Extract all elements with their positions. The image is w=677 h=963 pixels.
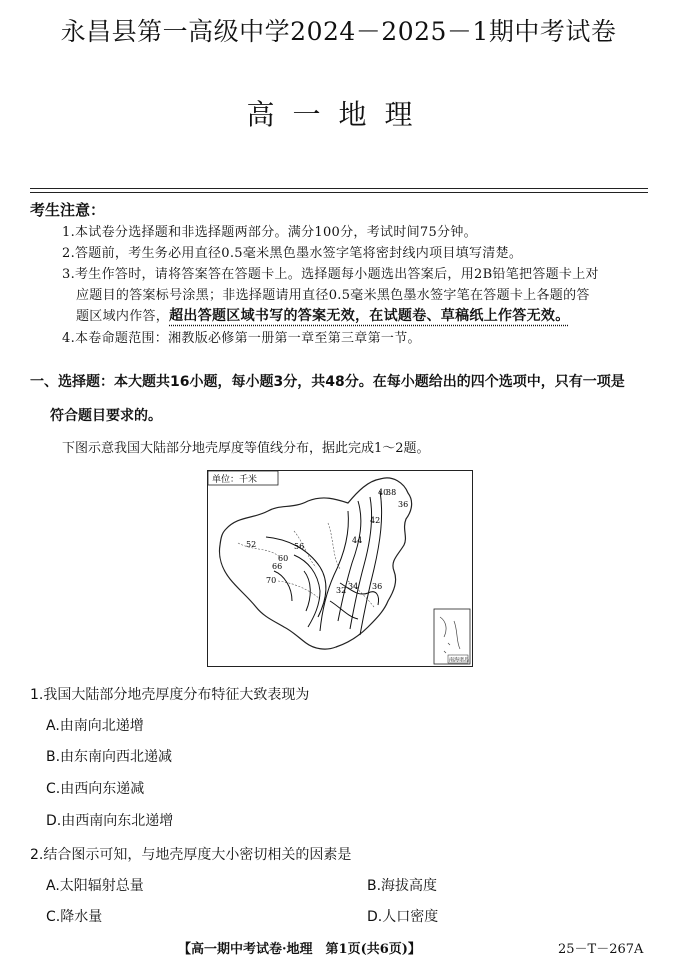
contour-label-56: 56 bbox=[294, 542, 305, 551]
page-footer: 【高一期中考试卷·地理 第1页(共6页)】 bbox=[178, 942, 421, 957]
contour-label-66: 66 bbox=[272, 562, 283, 571]
question-2-option-c: C.降水量 bbox=[46, 909, 103, 925]
notice-item-3-cont: 应题目的答案标号涂黑；非选择题请用直径0.5毫米黑色墨水签字笔在答题卡上各题的答 bbox=[76, 288, 590, 303]
question-1-option-c: C.由西向东递减 bbox=[46, 781, 145, 797]
map-unit-label: 单位：千米 bbox=[212, 475, 258, 485]
question-1-option-b: B.由东南向西北递减 bbox=[46, 749, 173, 765]
contour-label-60: 60 bbox=[278, 554, 289, 563]
notice-item-3-tail: 题区域内作答， bbox=[76, 309, 170, 324]
contour-label-70: 70 bbox=[266, 576, 277, 585]
notice-heading: 考生注意： bbox=[30, 201, 106, 219]
exam-title: 永昌县第一高级中学2024－2025－1期中考试卷 bbox=[60, 17, 617, 46]
question-1-stem: 1.我国大陆部分地壳厚度分布特征大致表现为 bbox=[30, 687, 310, 703]
notice-emphasis: 超出答题区域书写的答案无效，在试题卷、草稿纸上作答无效。 bbox=[169, 308, 570, 324]
contour-label-44: 44 bbox=[352, 536, 363, 545]
question-intro: 下图示意我国大陆部分地壳厚度等值线分布，据此完成1～2题。 bbox=[62, 441, 430, 456]
subject-title: 高一地理 bbox=[246, 98, 431, 131]
section-heading-cont: 符合题目要求的。 bbox=[50, 408, 162, 424]
notice-item-1: 1.本试卷分选择题和非选择题两部分。满分100分，考试时间75分钟。 bbox=[62, 225, 477, 240]
paper-code: 25－T－267A bbox=[558, 942, 644, 957]
notice-item-4: 4.本卷命题范围：湘教版必修第一册第一章至第三章第一节。 bbox=[62, 331, 421, 346]
divider-top bbox=[30, 188, 648, 189]
contour-label-36b: 36 bbox=[372, 582, 383, 591]
crust-thickness-map bbox=[207, 470, 473, 667]
question-2-stem: 2.结合图示可知，与地壳厚度大小密切相关的因素是 bbox=[30, 847, 352, 863]
question-2-option-a: A.太阳辐射总量 bbox=[46, 878, 144, 894]
question-1-option-d: D.由西南向东北递增 bbox=[46, 813, 174, 829]
notice-item-2: 2.答题前，考生务必用直径0.5毫米黑色墨水签字笔将密封线内项目填写清楚。 bbox=[62, 246, 523, 261]
inset-label: 南海诸岛 bbox=[449, 657, 470, 664]
contour-label-36: 36 bbox=[398, 500, 409, 509]
question-2-option-d: D.人口密度 bbox=[367, 909, 439, 925]
divider-bottom bbox=[30, 192, 648, 193]
contour-label-34: 34 bbox=[348, 582, 359, 591]
contour-label-42: 42 bbox=[370, 516, 381, 525]
contour-label-40: 40 bbox=[378, 488, 389, 497]
contour-label-38: 38 bbox=[386, 488, 397, 497]
notice-item-3: 3.考生作答时，请将答案答在答题卡上。选择题每小题选出答案后，用2B铅笔把答题卡上对 bbox=[62, 267, 599, 282]
china-map-figure bbox=[208, 471, 472, 666]
contour-label-32: 32 bbox=[336, 586, 347, 595]
section-heading: 一、选择题：本大题共16小题，每小题3分，共48分。在每小题给出的四个选项中，只有一项是 bbox=[30, 374, 625, 390]
question-1-option-a: A.由南向北递增 bbox=[46, 718, 144, 734]
contour-label-52: 52 bbox=[246, 540, 257, 549]
question-2-option-b: B.海拔高度 bbox=[367, 878, 438, 894]
notice-item-3-cont2 bbox=[76, 305, 570, 325]
